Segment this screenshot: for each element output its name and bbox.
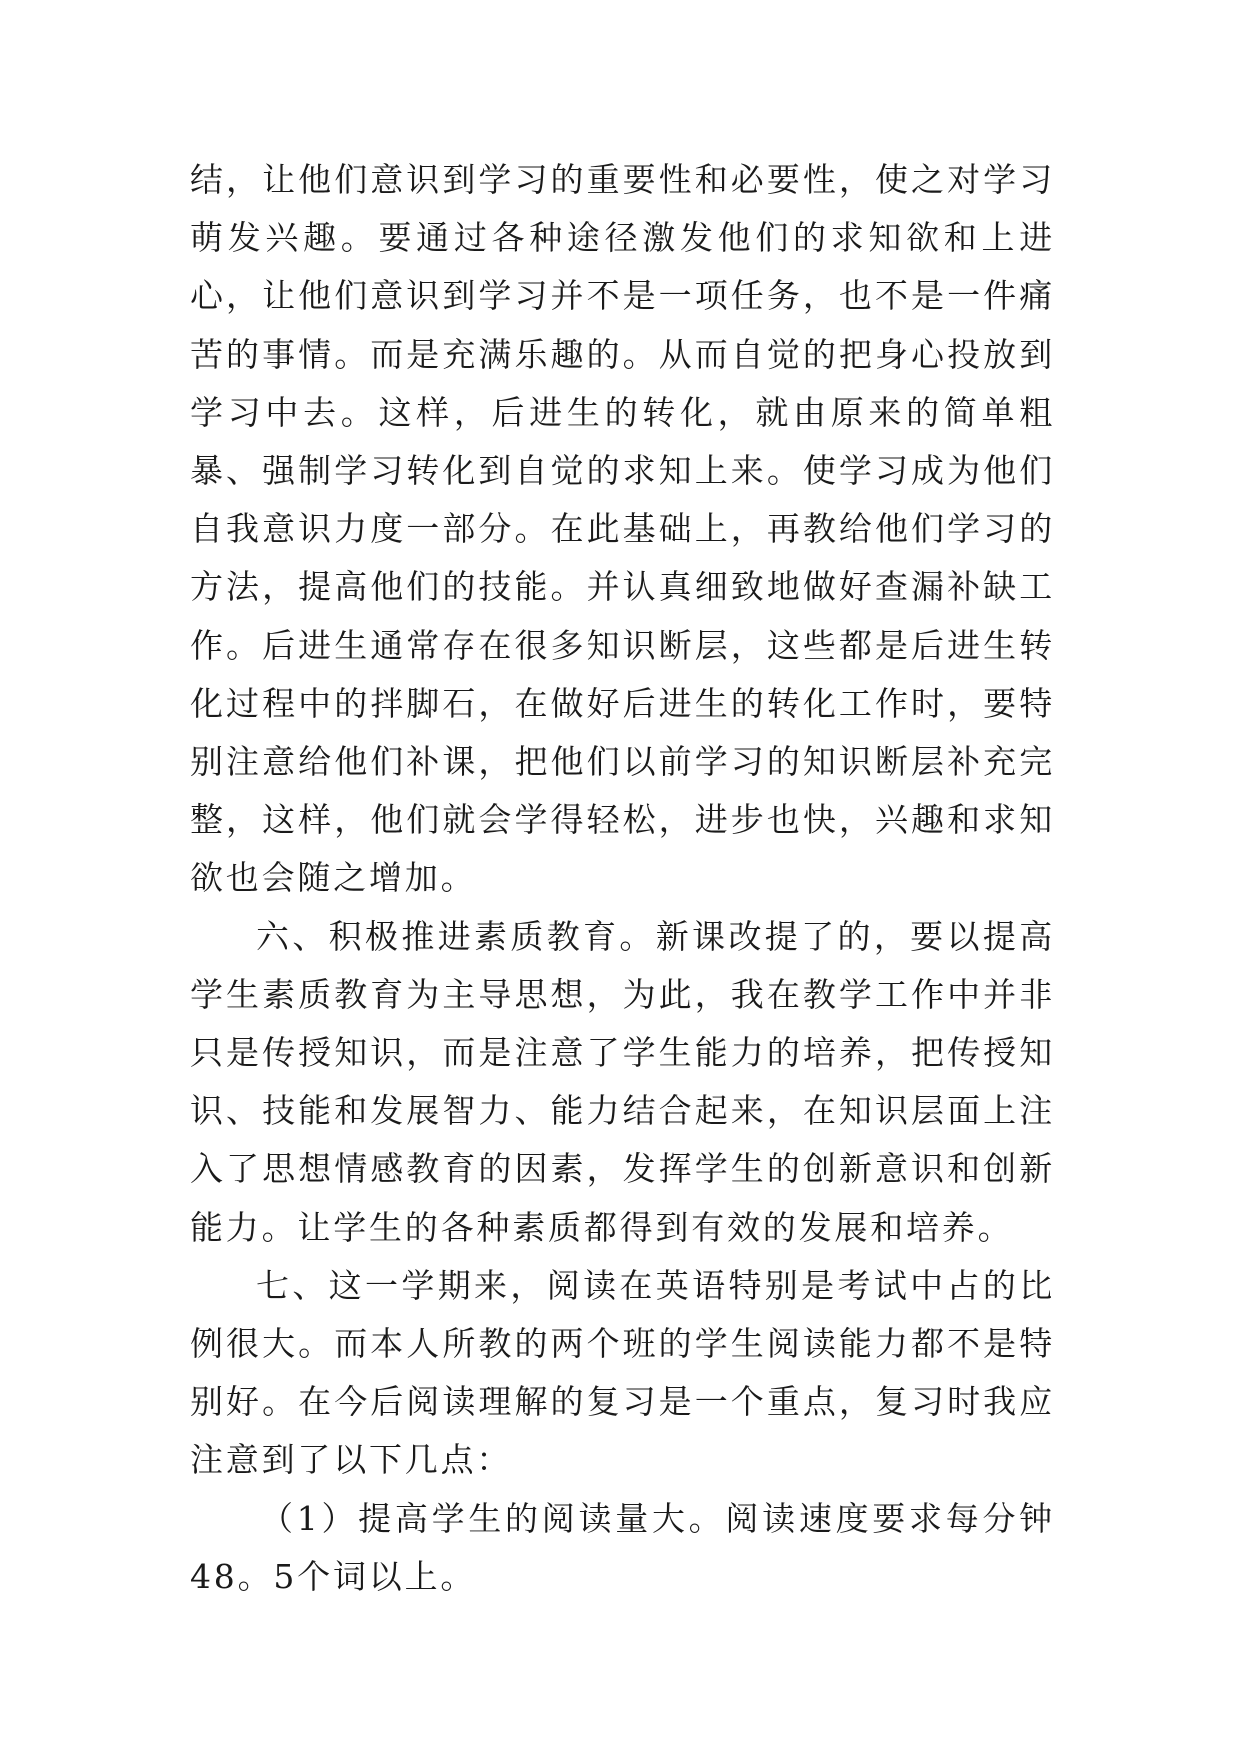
paragraph-list-item-1: （1）提高学生的阅读量大。阅读速度要求每分钟48。5个词以上。 (190, 1498, 1055, 1596)
paragraph-continuation: 结，让他们意识到学习的重要性和必要性，使之对学习萌发兴趣。要通过各种途径激发他们的求知欲和上进心，让他们意识到学习并不是一项任务，也不是一件痛苦的事情。而是充满乐趣的。从而自觉的把身心投放到学习中去。这样，后进生的转化，就由原来的简单粗暴、强制学习转化到自觉的求知上来。使学习成为他们自我意识力度一部分。在此基础上，再教给他们学习的方法，提高他们的技能。并认真细致地做好查漏补缺工作。后进生通常存在很多知识断层，这些都是后进生转化过程中的拌脚石，在做好后进生的转化工作时，要特别注意给他们补课，把他们以前学习的知识断层补充完整，这样，他们就会学得轻松，进步也快，兴趣和求知欲也会随之增加。 (190, 160, 1055, 898)
paragraph-section-seven: 七、这一学期来，阅读在英语特别是考试中占的比例很大。而本人所教的两个班的学生阅读能力都不是特别好。在今后阅读理解的复习是一个重点，复习时我应注意到了以下几点： (190, 1265, 1055, 1480)
paragraph-section-six: 六、积极推进素质教育。新课改提了的，要以提高学生素质教育为主导思想，为此，我在教学工作中并非只是传授知识，而是注意了学生能力的培养，把传授知识、技能和发展智力、能力结合起来，在知识层面上注入了思想情感教育的因素，发挥学生的创新意识和创新能力。让学生的各种素质都得到有效的发展和培养。 (190, 916, 1055, 1247)
document-body (190, 151, 1055, 1606)
